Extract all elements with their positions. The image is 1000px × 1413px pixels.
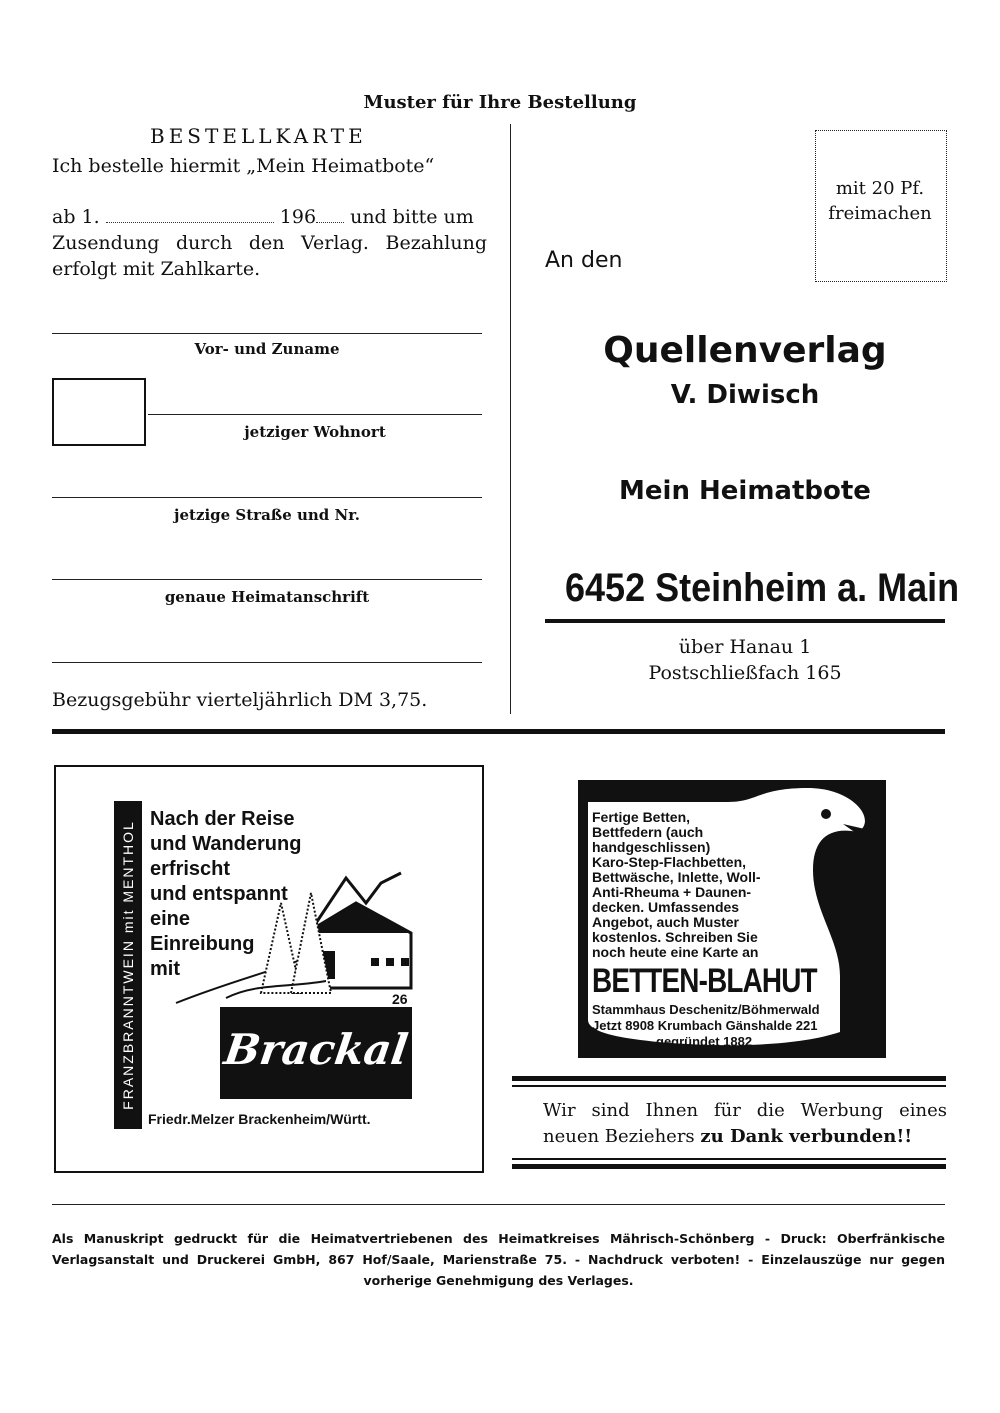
thanks-line2-a: neuen Beziehers	[543, 1126, 701, 1147]
betten-line: handgeschlissen)	[592, 839, 711, 855]
footer-rule	[52, 1204, 945, 1205]
brackal-line: eine	[150, 908, 191, 930]
brackal-line: und Wanderung	[150, 833, 302, 855]
stamp-line1: mit 20 Pf.	[835, 178, 925, 199]
thanks-bottom-bar	[512, 1164, 946, 1169]
year-prefix: 196	[279, 206, 317, 228]
betten-address1: Stammhaus Deschenitz/Böhmerwald	[592, 1002, 820, 1017]
periodical-name: Mein Heimatbote	[619, 476, 871, 506]
city-underline	[545, 619, 945, 623]
order-card-heading: BESTELLKARTE	[150, 124, 367, 148]
via-line: über Hanau 1	[678, 636, 812, 658]
thanks-top-bar	[512, 1076, 946, 1081]
brackal-house-number: 26	[392, 991, 408, 1007]
betten-line: kostenlos. Schreiben Sie	[592, 929, 758, 945]
order-card-line1: Ich bestelle hiermit „Mein Heimatbote“	[52, 155, 435, 177]
brackal-line: Nach der Reise	[150, 808, 295, 830]
betten-line: Anti-Rheuma + Daunen-	[592, 884, 752, 900]
brackal-line: Einreibung	[150, 933, 255, 955]
betten-ad-frame	[578, 780, 886, 1058]
betten-address2: Jetzt 8908 Krumbach Gänshalde 221	[592, 1018, 818, 1033]
brackal-line: mit	[150, 958, 180, 980]
betten-line: Karo-Step-Flachbetten,	[592, 854, 747, 870]
betten-line: Angebot, auch Muster	[592, 914, 740, 930]
month-dotted-line	[106, 222, 274, 223]
thanks-line2-b: zu Dank verbunden!!	[700, 1126, 913, 1147]
order-card-line2	[52, 206, 487, 228]
vertical-divider	[510, 124, 511, 714]
brackal-line: erfrischt	[150, 858, 231, 880]
street-label: jetzige Straße und Nr.	[174, 506, 360, 524]
an-den: An den	[545, 248, 623, 273]
footer-imprint: Als Manuskript gedruckt für die Heimatvertriebenen des Heimatkreises Mährisch-Schönberg - Druck: Oberfränkische Verlagsanstalt und Druckerei GmbH, 867 Hof/Saale, Marienstraße 75. - Nachdruck verboten! - Einzelauszüge nur gegen vorherige Genehmigung des Verlages.	[52, 1231, 945, 1288]
betten-copy	[592, 810, 761, 960]
page-title: Muster für Ihre Bestellung	[363, 92, 637, 113]
betten-line: Fertige Betten,	[592, 809, 691, 825]
fee-text: Bezugsgebühr vierteljährlich DM 3,75.	[52, 689, 428, 711]
residence-line	[148, 414, 482, 415]
name-line	[52, 333, 482, 334]
betten-founded: gegründet 1882	[656, 1034, 753, 1049]
name-label: Vor- und Zuname	[194, 340, 340, 358]
residence-label: jetziger Wohnort	[244, 423, 386, 441]
brackal-ad-frame	[54, 765, 484, 1173]
city-line: 6452 Steinheim a. Main	[565, 566, 960, 610]
street-line	[52, 497, 482, 498]
brackal-line: und entspannt	[150, 883, 288, 905]
stamp-box-left	[52, 378, 146, 446]
home-address-label: genaue Heimatanschrift	[164, 588, 370, 606]
betten-line: decken. Umfassendes	[592, 899, 740, 915]
section-separator	[52, 729, 945, 734]
brackal-footer: Friedr.Melzer Brackenheim/Württ.	[148, 1111, 371, 1127]
extra-line	[52, 662, 482, 663]
betten-line: Bettfedern (auch	[592, 824, 704, 840]
thanks-line1: Wir sind Ihnen für die Werbung eines	[543, 1100, 947, 1121]
order-card-line3: Zusendung durch den Verlag. Bezahlung	[52, 232, 487, 254]
betten-brand: BETTEN-BLAHUT	[592, 962, 817, 1000]
home-address-line	[52, 579, 482, 580]
year-dotted-line	[316, 222, 344, 223]
betten-line: Bettwäsche, Inlette, Woll-	[592, 869, 761, 885]
publisher-owner: V. Diwisch	[670, 380, 820, 410]
thanks-bottom-bar-thin	[512, 1158, 946, 1160]
po-box-line: Postschließfach 165	[648, 662, 842, 684]
order-card-line4: erfolgt mit Zahlkarte.	[52, 258, 261, 280]
stamp-line2: freimachen	[828, 203, 932, 224]
thanks-top-bar-thin	[512, 1085, 946, 1087]
order-suffix: und bitte um	[350, 206, 474, 228]
ab-prefix: ab 1.	[52, 206, 100, 228]
brackal-house-illustration	[166, 863, 416, 1013]
brackal-brand: Brackal	[221, 1025, 411, 1074]
publisher-name: Quellenverlag	[603, 330, 887, 371]
thanks-line2	[543, 1126, 912, 1147]
betten-line: noch heute eine Karte an	[592, 944, 759, 960]
brackal-side-text: FRANZBRANNTWEIN mit MENTHOL	[120, 820, 136, 1110]
